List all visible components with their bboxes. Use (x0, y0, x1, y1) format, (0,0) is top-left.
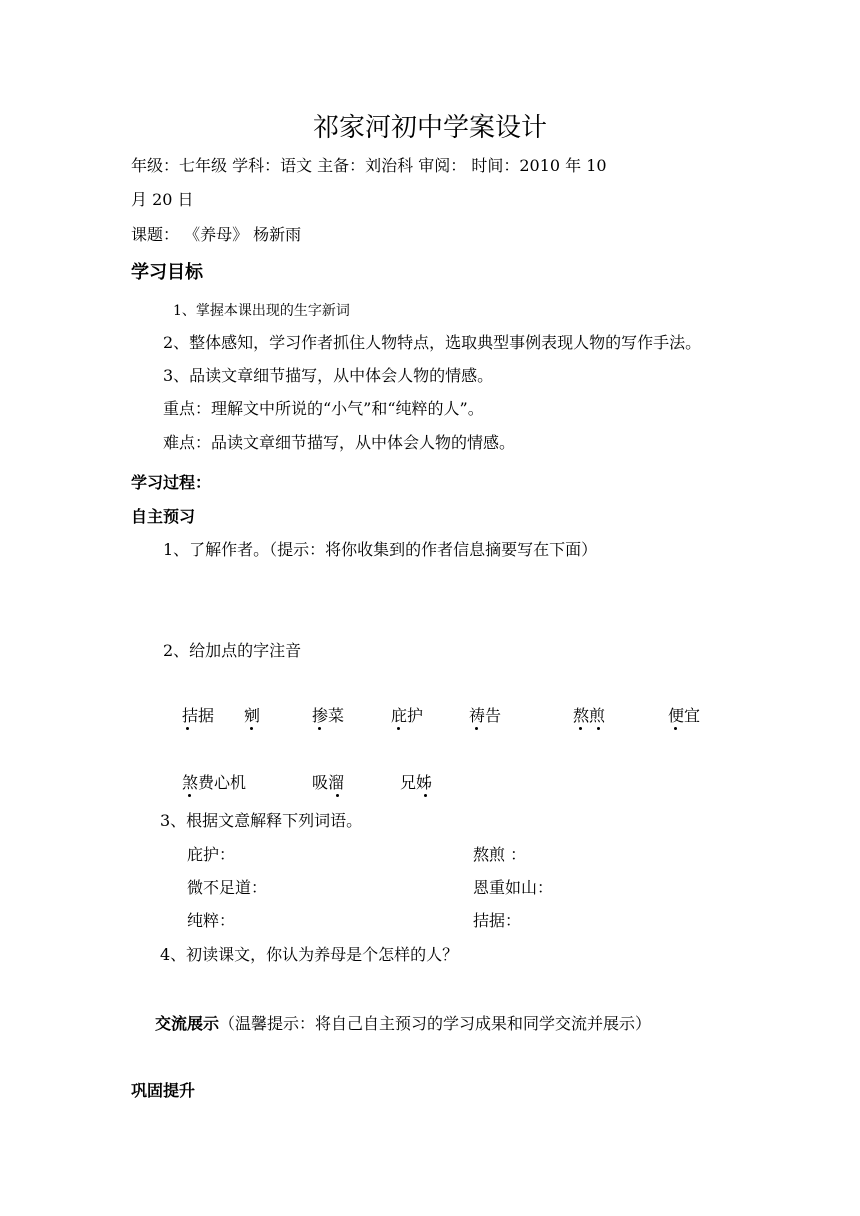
goal-item-2: 2、整体感知，学习作者抓住人物特点，选取典型事例表现人物的写作手法。 (163, 333, 702, 352)
pinyin-word: 吸溜 (312, 773, 344, 792)
header-line: 年级：七年级 学科：语文 主备：刘治科 审阅： 时间：2010 年 10 (131, 156, 607, 175)
pinyin-word: 便宜 (668, 706, 700, 725)
goal-item-3: 3、品读文章细节描写，从中体会人物的情感。 (163, 366, 494, 385)
pinyin-word: 剜 (244, 706, 260, 725)
pinyin-word: 庇护 (391, 706, 423, 725)
exchange-hint: （温馨提示：将自己自主预习的学习成果和同学交流并展示） (219, 1014, 652, 1033)
focus-point: 重点：理解文中所说的“小气”和“纯粹的人”。 (163, 399, 484, 418)
pinyin-word: 兄姊 (400, 773, 432, 792)
question-1: 1、了解作者。（提示：将你收集到的作者信息摘要写在下面） (163, 540, 598, 559)
pinyin-word: 熬煎 (573, 706, 605, 725)
self-study-heading: 自主预习 (131, 507, 196, 526)
term-label: 纯粹： (187, 911, 236, 930)
pinyin-word: 拮据 (182, 706, 214, 725)
header-date-line: 月 20 日 (131, 190, 194, 209)
pinyin-word: 掺菜 (312, 706, 344, 725)
pinyin-word: 煞费心机 (182, 773, 246, 792)
term-label: 拮据： (473, 911, 522, 930)
question-4: 4、初读课文，你认为养母是个怎样的人？ (160, 945, 459, 964)
goal-item-1: 1、掌握本课出现的生字新词 (173, 303, 350, 319)
consolidate-heading: 巩固提升 (131, 1081, 196, 1100)
difficulty-point: 难点：品读文章细节描写，从中体会人物的情感。 (163, 433, 516, 452)
term-label: 微不足道： (187, 878, 268, 897)
exchange-section (155, 1014, 651, 1033)
exchange-heading: 交流展示 (155, 1014, 220, 1033)
term-label: 庇护： (187, 845, 236, 864)
term-label: 恩重如山： (473, 878, 554, 897)
question-2: 2、给加点的字注音 (163, 641, 302, 660)
page-title: 祁家河初中学案设计 (312, 113, 547, 143)
question-3: 3、根据文意解释下列词语。 (160, 811, 363, 830)
term-label: 熬煎 ： (473, 845, 527, 864)
lesson-title-line: 课题： 《养母》 杨新雨 (131, 225, 302, 244)
process-heading: 学习过程： (131, 473, 212, 492)
goals-heading: 学习目标 (131, 262, 203, 283)
pinyin-word: 祷告 (469, 706, 501, 725)
